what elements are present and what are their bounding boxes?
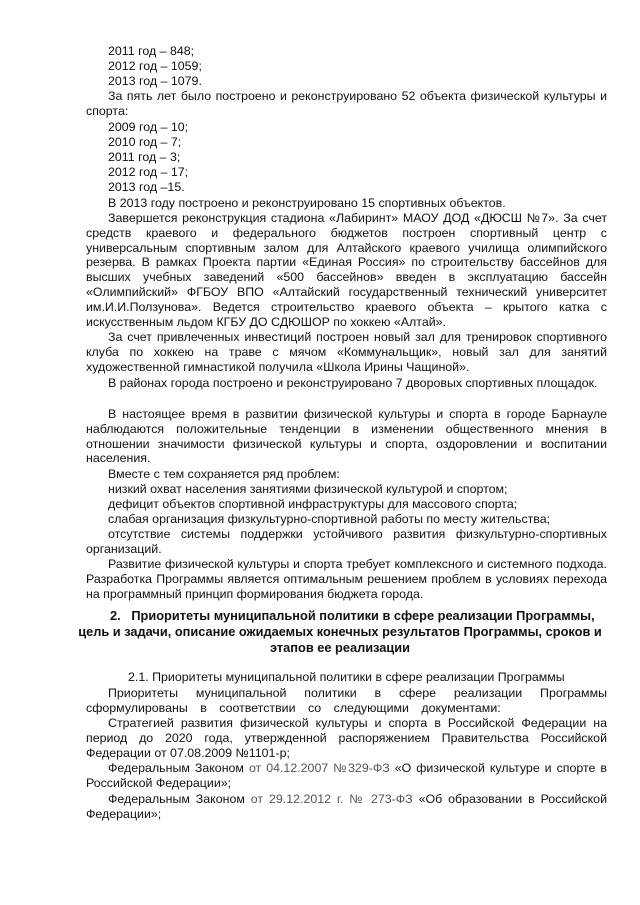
paragraph-labyrinth: Завершется реконструкция стадиона «Лабиринт» МАОУ ДОД «ДЮСШ №7». За счет средств краевого и федерального бюджетов построен спортивный центр с универсальным спортивным залом для Алтайского краевого училища олимпийского резерва. В рамках Проекта партии «Единая Россия» по строительству бассейнов для высших учебных заведений «500 бассейнов» введен в эксплуатацию бассейн «Олимпийский» ФГБОУ ВПО «Алтайский государственный технический университет им.И.И.Ползунова». Ведется строительство краевого объекта – крытого катка с искусственным льдом КГБУ ДО СДЮШОР по хоккею «Алтай». xyxy=(86,211,607,329)
problem-item-last: отсутствие системы поддержки устойчивого развития физкультурно-спортивных организаций. xyxy=(86,527,607,556)
paragraph-trends: В настоящее время в развитии физической культуры и спорта в городе Барнауле наблюдаются положительные тенденции в изменении общественного мнения в отношении значимости физической культуры и спорта, оздоровлении и воспитании населения. xyxy=(86,407,607,466)
paragraph-districts: В районах города построено и реконструировано 7 дворовых спортивных площадок. xyxy=(108,376,598,390)
problem-item: слабая организация физкультурно-спортивной работы по месту жительства; xyxy=(108,512,551,526)
problem-item: низкий охват населения занятиями физической культурой и спортом; xyxy=(108,482,508,496)
law-prefix: Федеральным Законом xyxy=(108,792,251,806)
law-title: «Об образовании в Российской Федерации»; xyxy=(86,792,607,821)
year-line: 2012 год – 1059; xyxy=(108,59,202,73)
built-year-line: 2011 год – 3; xyxy=(108,150,181,164)
law-date: от 29.12.2012 г. № 273-ФЗ xyxy=(250,792,413,806)
built-year-line: 2012 год – 17; xyxy=(108,165,189,179)
law-date: от 04.12.2007 №329-ФЗ xyxy=(248,761,390,775)
paragraph-law-education xyxy=(86,792,607,822)
paragraph-investments: За счет привлеченных инвестиций построен новый зал для тренировок спортивного клуба по хоккею на траве с мячом «Коммунальщик», новый зал для занятий художественной гимнастикой получила «Школа Ирины Чащиной». xyxy=(86,330,607,374)
paragraph-2013: В 2013 году построено и реконструировано 15 спортивных объектов. xyxy=(108,196,506,210)
law-prefix: Федеральным Законом xyxy=(108,761,249,775)
problem-item: дефицит объектов спортивной инфраструктуры для массового спорта; xyxy=(108,497,518,511)
year-line: 2011 год – 848; xyxy=(108,44,195,58)
section-heading-line-1 xyxy=(110,609,595,624)
built-year-line: 2013 год –15. xyxy=(108,180,185,194)
built-year-line: 2009 год – 10; xyxy=(108,120,189,134)
subsection-heading: 2.1. Приоритеты муниципальной политики в сфере реализации Программы xyxy=(128,670,565,684)
built-intro-paragraph: За пять лет было построено и реконструировано 52 объекта физической культуры и спорта: xyxy=(86,89,607,118)
section-number: 2. xyxy=(110,608,121,623)
section-title-line: Приоритеты муниципальной политики в сфере реализации Программы, xyxy=(131,608,595,623)
paragraph-law-sport xyxy=(86,761,607,791)
built-year-line: 2010 год – 7; xyxy=(108,135,182,149)
paragraph-system: Развитие физической культуры и спорта требует комплексного и системного подхода. Разработка Программы является оптимальным решением проблем в условиях перехода на программный принцип формирования бюджета города. xyxy=(86,557,607,601)
section-heading-line-3: этапов ее реализации xyxy=(270,640,410,655)
section-heading-line-2: цель и задачи, описание ожидаемых конечных результатов Программы, сроков и xyxy=(78,624,602,639)
problems-intro: Вместе с тем сохраняется ряд проблем: xyxy=(108,467,340,481)
paragraph-priorities: Приоритеты муниципальной политики в сфере реализации Программы сформулированы в соответствии со следующими документами: xyxy=(86,686,607,715)
year-line: 2013 год – 1079. xyxy=(108,74,202,88)
law-title: «О физической культуре и спорте в Российской Федерации»; xyxy=(86,761,607,790)
paragraph-strategy: Стратегией развития физической культуры и спорта в Российской Федерации на период до 2020 года, утвержденной распоряжением Правительства Российской Федерации от 07.08.2009 №1101-р; xyxy=(86,716,607,760)
